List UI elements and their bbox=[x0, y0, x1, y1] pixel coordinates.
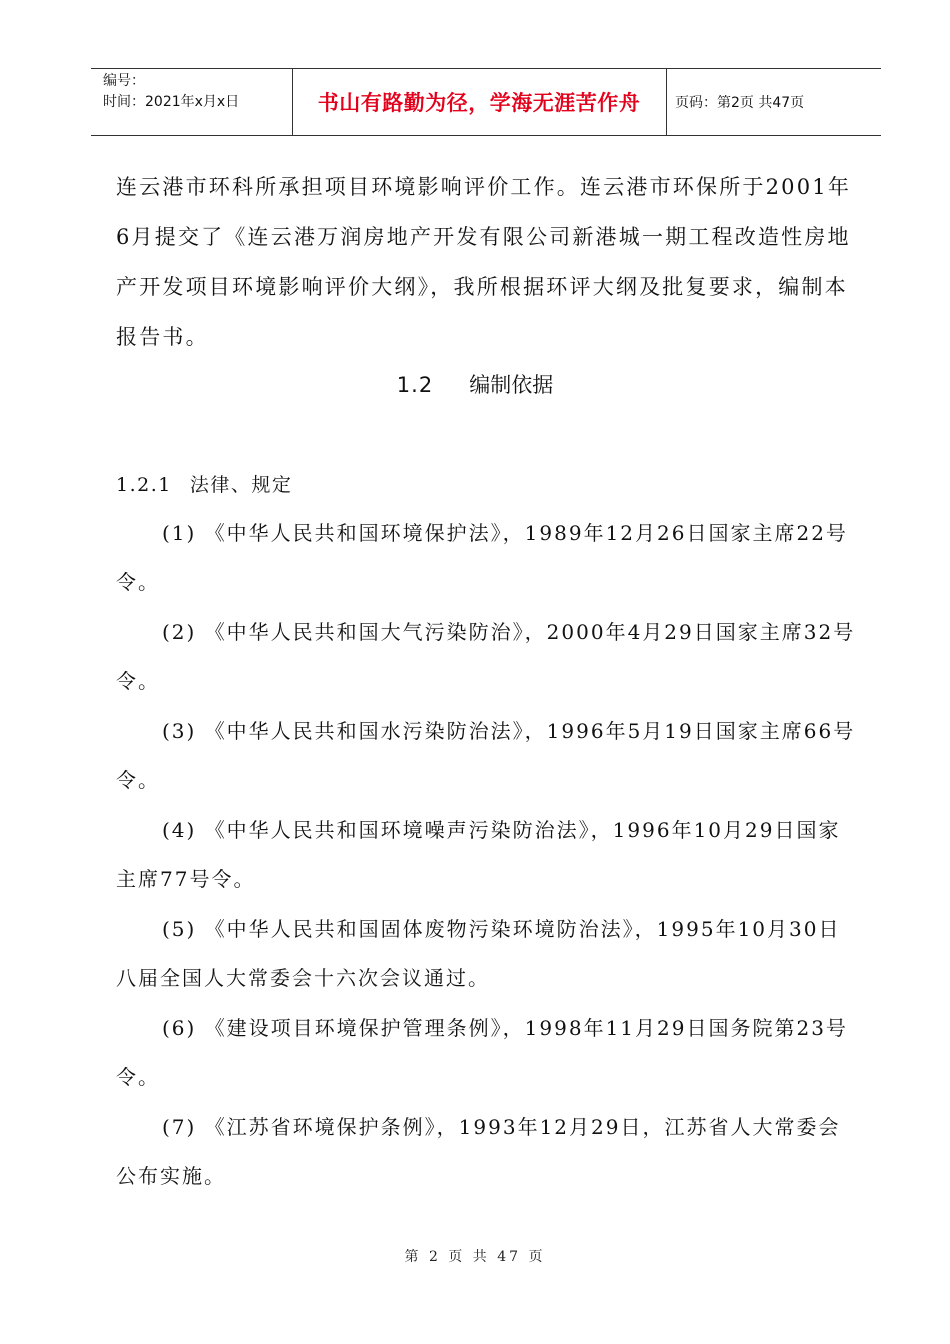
subsection-number: 1.2.1 bbox=[116, 474, 172, 496]
header-motto: 书山有路勤为径，学海无涯苦作舟 bbox=[317, 91, 641, 115]
document-number-label: 编号： bbox=[103, 73, 145, 89]
law-item: (4) 《中华人民共和国环境噪声污染防治法》，1996年10月29日国家主席77号令。 bbox=[116, 818, 841, 891]
law-item: (7) 《江苏省环境保护条例》，1993年12月29日，江苏省人大常委会公布实施。 bbox=[116, 1115, 841, 1188]
law-item: (6) 《建设项目环境保护管理条例》，1998年11月29日国务院第23号令。 bbox=[116, 1016, 848, 1089]
page-header bbox=[91, 68, 881, 136]
header-divider-right bbox=[666, 69, 667, 135]
intro-paragraph: 连云港市环科所承担项目环境影响评价工作。连云港市环保所于2001年6月提交了《连云港万润房地产开发有限公司新港城一期工程改造性房地产开发项目环境影响评价大纲》，我所根据环评大纲及批复要求，编制本报告书。 bbox=[116, 175, 852, 349]
document-time-label: 时间：2021年x月x日 bbox=[103, 94, 240, 110]
law-item: (1) 《中华人民共和国环境保护法》，1989年12月26日国家主席22号令。 bbox=[116, 521, 848, 594]
subsection-title: 法律、规定 bbox=[189, 474, 293, 496]
law-item: (2) 《中华人民共和国大气污染防治》，2000年4月29日国家主席32号令。 bbox=[116, 620, 856, 693]
section-number: 1.2 bbox=[396, 373, 434, 397]
law-item: (3) 《中华人民共和国水污染防治法》，1996年5月19日国家主席66号令。 bbox=[116, 719, 856, 792]
section-heading bbox=[0, 368, 950, 402]
header-page-info: 页码：第2页 共47页 bbox=[675, 95, 805, 111]
subsection-heading bbox=[116, 468, 292, 502]
section-title: 编制依据 bbox=[469, 373, 554, 397]
law-item: (5) 《中华人民共和国固体废物污染环境防治法》，1995年10月30日八届全国人大常委会十六次会议通过。 bbox=[116, 917, 841, 990]
page-footer: 第 2 页 共 47 页 bbox=[404, 1249, 546, 1265]
header-meta bbox=[103, 71, 239, 113]
